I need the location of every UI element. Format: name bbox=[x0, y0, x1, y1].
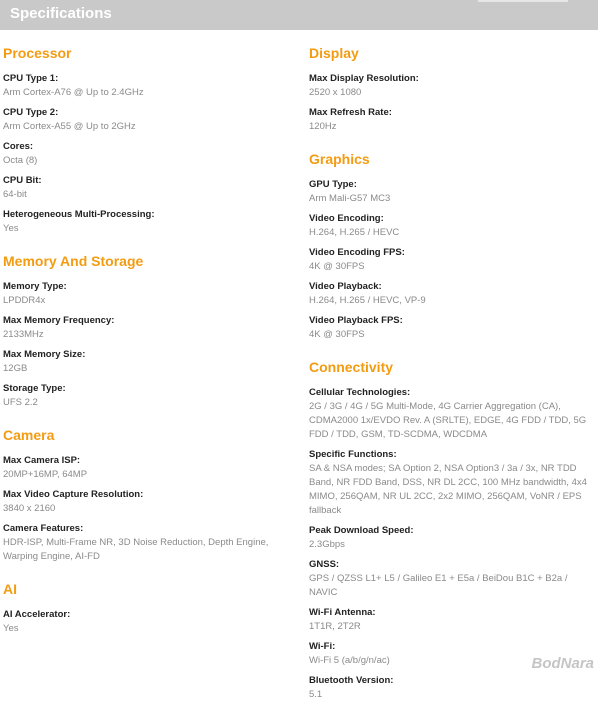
spec-value: H.264, H.265 / HEVC, VP-9 bbox=[309, 295, 426, 306]
spec-label: CPU Bit: bbox=[3, 175, 42, 186]
section-spacer bbox=[309, 140, 598, 150]
spec-label: Max Camera ISP: bbox=[3, 455, 81, 466]
section-title: Camera bbox=[3, 427, 55, 443]
section-spacer bbox=[3, 570, 288, 580]
spec-label: CPU Type 1: bbox=[3, 73, 59, 84]
spec-value: 2G / 3G / 4G / 5G Multi-Mode, 4G Carrier Aggregation (CA), CDMA2000 1x/EVDO Rev. A (SRLTE), EDGE, 4G FDD / TDD, 5G FDD / TDD, GSM, TD-SCDMA, WDCDMA bbox=[309, 401, 587, 440]
spec-label: Memory Type: bbox=[3, 281, 67, 292]
section-title: Memory And Storage bbox=[3, 253, 144, 269]
section-spacer bbox=[3, 416, 288, 426]
spec-item bbox=[3, 106, 288, 134]
spec-label: Wi-Fi Antenna: bbox=[309, 607, 376, 618]
spec-label: Storage Type: bbox=[3, 383, 66, 394]
spec-item bbox=[309, 106, 598, 134]
section-title: Graphics bbox=[309, 151, 370, 167]
spec-item bbox=[309, 674, 598, 702]
spec-item bbox=[3, 454, 288, 482]
spec-value: 4K @ 30FPS bbox=[309, 261, 365, 272]
spec-label: AI Accelerator: bbox=[3, 609, 71, 620]
spec-item bbox=[3, 522, 288, 564]
spec-value: Wi-Fi 5 (a/b/g/n/ac) bbox=[309, 655, 390, 666]
spec-section-memory-and-storage bbox=[3, 252, 288, 410]
spec-section-processor bbox=[3, 44, 288, 236]
spec-label: Max Refresh Rate: bbox=[309, 107, 392, 118]
spec-item bbox=[3, 280, 288, 308]
spec-item bbox=[309, 606, 598, 634]
spec-item bbox=[3, 348, 288, 376]
spec-value: 12GB bbox=[3, 363, 28, 374]
left-column bbox=[3, 44, 288, 642]
spec-section-graphics bbox=[309, 150, 598, 342]
spec-value: 1T1R, 2T2R bbox=[309, 621, 361, 632]
spec-value: 2133MHz bbox=[3, 329, 44, 340]
spec-label: Max Video Capture Resolution: bbox=[3, 489, 144, 500]
bodnara-watermark: BodNara bbox=[531, 655, 594, 672]
section-title: AI bbox=[3, 581, 17, 597]
spec-section-camera bbox=[3, 426, 288, 564]
spec-item bbox=[309, 72, 598, 100]
spec-item bbox=[3, 72, 288, 100]
spec-value: H.264, H.265 / HEVC bbox=[309, 227, 400, 238]
spec-value: UFS 2.2 bbox=[3, 397, 38, 408]
spec-value: Yes bbox=[3, 223, 19, 234]
spec-label: CPU Type 2: bbox=[3, 107, 59, 118]
spec-section-display bbox=[309, 44, 598, 134]
spec-value: Arm Mali-G57 MC3 bbox=[309, 193, 391, 204]
spec-item bbox=[309, 280, 598, 308]
spec-label: GNSS: bbox=[309, 559, 340, 570]
spec-value: Yes bbox=[3, 623, 19, 634]
spec-value: 2520 x 1080 bbox=[309, 87, 362, 98]
spec-value: Octa (8) bbox=[3, 155, 38, 166]
spec-item bbox=[309, 558, 598, 600]
spec-value: 3840 x 2160 bbox=[3, 503, 56, 514]
spec-value: Arm Cortex-A55 @ Up to 2GHz bbox=[3, 121, 136, 132]
spec-item bbox=[309, 448, 598, 518]
spec-label: Video Playback: bbox=[309, 281, 382, 292]
spec-section-connectivity bbox=[309, 358, 598, 702]
specifications-header bbox=[0, 0, 598, 30]
header-accent bbox=[478, 0, 568, 2]
spec-value: LPDDR4x bbox=[3, 295, 46, 306]
spec-section-ai bbox=[3, 580, 288, 636]
spec-label: Video Playback FPS: bbox=[309, 315, 403, 326]
spec-label: Max Memory Frequency: bbox=[3, 315, 115, 326]
section-spacer bbox=[3, 242, 288, 252]
spec-label: Peak Download Speed: bbox=[309, 525, 414, 536]
spec-value: 2.3Gbps bbox=[309, 539, 345, 550]
page-title: Specifications bbox=[10, 5, 112, 22]
section-title: Display bbox=[309, 45, 359, 61]
spec-item bbox=[309, 178, 598, 206]
section-title: Processor bbox=[3, 45, 72, 61]
spec-label: GPU Type: bbox=[309, 179, 357, 190]
spec-item bbox=[309, 386, 598, 442]
right-column bbox=[309, 44, 598, 708]
spec-label: Specific Functions: bbox=[309, 449, 397, 460]
spec-label: Camera Features: bbox=[3, 523, 84, 534]
spec-value: 4K @ 30FPS bbox=[309, 329, 365, 340]
spec-label: Video Encoding: bbox=[309, 213, 384, 224]
spec-value: Arm Cortex-A76 @ Up to 2.4GHz bbox=[3, 87, 144, 98]
section-title: Connectivity bbox=[309, 359, 394, 375]
spec-value: 5.1 bbox=[309, 689, 323, 700]
spec-value: 20MP+16MP, 64MP bbox=[3, 469, 88, 480]
spec-label: Heterogeneous Multi-Processing: bbox=[3, 209, 155, 220]
spec-item bbox=[3, 382, 288, 410]
spec-item bbox=[309, 246, 598, 274]
spec-label: Wi-Fi: bbox=[309, 641, 336, 652]
spec-value: HDR-ISP, Multi-Frame NR, 3D Noise Reduction, Depth Engine, Warping Engine, AI-FD bbox=[3, 537, 269, 562]
spec-item bbox=[309, 212, 598, 240]
spec-label: Cores: bbox=[3, 141, 34, 152]
spec-value: 120Hz bbox=[309, 121, 337, 132]
spec-item bbox=[3, 208, 288, 236]
spec-item bbox=[3, 140, 288, 168]
spec-value: SA & NSA modes; SA Option 2, NSA Option3 / 3a / 3x, NR TDD Band, NR FDD Band, DSS, NR DL 2CC, 100 MHz bandwidth, 4x4 MIMO, 256QAM, NR UL 2CC, 2x2 MIMO, 256QAM, VoNR / EPS fallback bbox=[309, 463, 587, 516]
spec-label: Max Display Resolution: bbox=[309, 73, 419, 84]
spec-item bbox=[3, 174, 288, 202]
spec-item bbox=[3, 608, 288, 636]
spec-label: Video Encoding FPS: bbox=[309, 247, 405, 258]
spec-value: 64-bit bbox=[3, 189, 27, 200]
spec-item bbox=[309, 314, 598, 342]
spec-label: Bluetooth Version: bbox=[309, 675, 394, 686]
spec-label: Max Memory Size: bbox=[3, 349, 86, 360]
spec-item bbox=[3, 488, 288, 516]
spec-item bbox=[309, 524, 598, 552]
spec-value: GPS / QZSS L1+ L5 / Galileo E1 + E5a / BeiDou B1C + B2a / NAVIC bbox=[309, 573, 568, 598]
spec-item bbox=[3, 314, 288, 342]
spec-label: Cellular Technologies: bbox=[309, 387, 411, 398]
section-spacer bbox=[309, 348, 598, 358]
